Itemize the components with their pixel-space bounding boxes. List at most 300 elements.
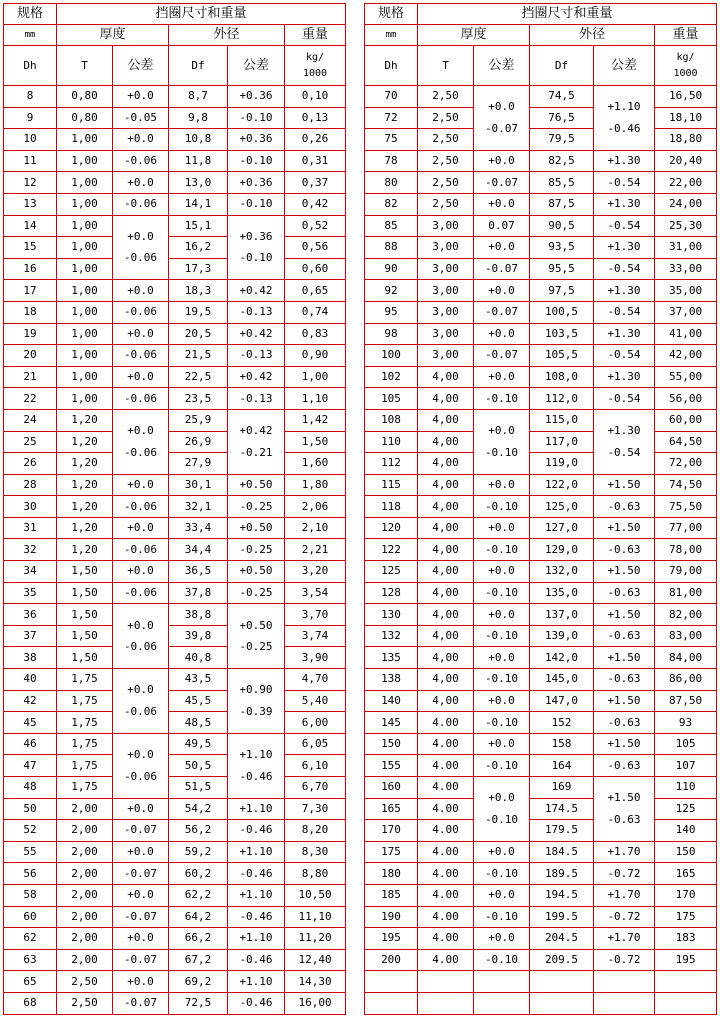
- cell-df: 56,2: [169, 820, 228, 842]
- cell-thickness-tolerance-line: -0.06: [123, 704, 158, 718]
- table-row: [4, 323, 346, 345]
- cell-thickness: 2,50: [418, 172, 474, 194]
- cell-weight: 55,00: [655, 366, 717, 388]
- table-row: [365, 669, 717, 691]
- cell-thickness-tolerance: [474, 409, 530, 474]
- cell-weight: 87,50: [655, 690, 717, 712]
- cell-dh: 60: [4, 906, 57, 928]
- cell-df: 147,0: [530, 690, 594, 712]
- cell-diameter-tolerance-line: -0.46: [239, 769, 273, 783]
- weight-unit-top: kg/: [676, 51, 695, 63]
- table-row: [365, 712, 717, 734]
- cell-weight: 6,00: [285, 712, 346, 734]
- cell-diameter-tolerance: [228, 409, 285, 474]
- cell-thickness-tolerance: +0.0: [113, 561, 169, 583]
- cell-thickness-tolerance: +0.0: [474, 647, 530, 669]
- cell-thickness-tolerance: -0.10: [474, 582, 530, 604]
- cell-diameter-tolerance: +0.36: [228, 129, 285, 151]
- cell-df: 82,5: [530, 150, 594, 172]
- cell-df: 34,4: [169, 539, 228, 561]
- cell-df: 122,0: [530, 474, 594, 496]
- cell-thickness: 4,00: [418, 388, 474, 410]
- header-thickness: 厚度: [418, 25, 530, 46]
- header-dh: Dh: [365, 46, 418, 86]
- cell-weight: 10,50: [285, 884, 346, 906]
- cell-thickness: 1,00: [57, 215, 113, 237]
- cell-dh: 52: [4, 820, 57, 842]
- cell-thickness: 4.00: [418, 777, 474, 799]
- cell-weight: 1,80: [285, 474, 346, 496]
- table-row: [365, 539, 717, 561]
- cell-thickness-tolerance: [113, 669, 169, 734]
- cell-thickness: 1,00: [57, 388, 113, 410]
- cell-thickness-tolerance: +0.0: [474, 323, 530, 345]
- cell-weight: 37,00: [655, 301, 717, 323]
- cell-df: [530, 992, 594, 1014]
- cell-dh: 75: [365, 129, 418, 151]
- cell-weight: 75,50: [655, 496, 717, 518]
- cell-weight: 0,10: [285, 86, 346, 108]
- cell-weight: 3,90: [285, 647, 346, 669]
- cell-diameter-tolerance-line: +0.42: [239, 424, 273, 438]
- cell-df: 23,5: [169, 388, 228, 410]
- cell-df: 16,2: [169, 237, 228, 259]
- cell-diameter-tolerance: +1.10: [228, 798, 285, 820]
- table-row: [365, 647, 717, 669]
- cell-diameter-tolerance: +0.36: [228, 172, 285, 194]
- cell-dh: 85: [365, 215, 418, 237]
- cell-thickness: 4.00: [418, 755, 474, 777]
- cell-diameter-tolerance: +0.42: [228, 280, 285, 302]
- cell-diameter-tolerance: +0.50: [228, 561, 285, 583]
- cell-thickness-tolerance-line: -0.06: [123, 251, 158, 265]
- cell-df: 97,5: [530, 280, 594, 302]
- cell-weight: 0,13: [285, 107, 346, 129]
- cell-diameter-tolerance: +0.50: [228, 517, 285, 539]
- cell-diameter-tolerance: -0.63: [594, 712, 655, 734]
- cell-thickness: 1,20: [57, 539, 113, 561]
- cell-dh: 30: [4, 496, 57, 518]
- cell-weight: 140: [655, 820, 717, 842]
- cell-weight: 11,10: [285, 906, 346, 928]
- cell-dh: 82: [365, 193, 418, 215]
- cell-dh: 24: [4, 409, 57, 431]
- cell-dh: 47: [4, 755, 57, 777]
- cell-thickness: 1,00: [57, 150, 113, 172]
- cell-thickness-tolerance: +0.0: [474, 150, 530, 172]
- table-row: [4, 669, 346, 691]
- header-weight: 重量: [285, 25, 346, 46]
- cell-dh: 10: [4, 129, 57, 151]
- cell-weight: 79,00: [655, 561, 717, 583]
- cell-diameter-tolerance: -0.63: [594, 496, 655, 518]
- cell-weight: 8,30: [285, 841, 346, 863]
- cell-thickness-tolerance-line: +0.0: [127, 748, 154, 762]
- cell-thickness: 4.00: [418, 928, 474, 950]
- cell-diameter-tolerance: +1.10: [228, 841, 285, 863]
- cell-thickness-tolerance: -0.07: [113, 820, 169, 842]
- table-row: [4, 647, 346, 669]
- cell-dh: 38: [4, 647, 57, 669]
- cell-df: 25,9: [169, 409, 228, 431]
- cell-thickness-tolerance: -0.10: [474, 755, 530, 777]
- cell-df: 21,5: [169, 345, 228, 367]
- cell-thickness-tolerance-line: -0.06: [123, 640, 158, 654]
- cell-diameter-tolerance: -0.13: [228, 301, 285, 323]
- table-row: [365, 992, 717, 1014]
- cell-thickness-tolerance-line: +0.0: [127, 683, 154, 697]
- cell-diameter-tolerance: +1.50: [594, 733, 655, 755]
- cell-weight: 42,00: [655, 345, 717, 367]
- cell-weight: 6,10: [285, 755, 346, 777]
- cell-thickness: 1,20: [57, 453, 113, 475]
- cell-df: 76,5: [530, 107, 594, 129]
- cell-weight: 16,50: [655, 86, 717, 108]
- cell-df: 27,9: [169, 453, 228, 475]
- table-row: [365, 215, 717, 237]
- table-row: [4, 431, 346, 453]
- cell-weight: 175: [655, 906, 717, 928]
- cell-df: 95,5: [530, 258, 594, 280]
- cell-dh: 40: [4, 669, 57, 691]
- cell-df: 93,5: [530, 237, 594, 259]
- cell-weight: 3,54: [285, 582, 346, 604]
- cell-thickness-tolerance: -0.05: [113, 107, 169, 129]
- cell-diameter-tolerance-line: +1.10: [239, 748, 273, 762]
- table-row: [365, 431, 717, 453]
- cell-df: 22,5: [169, 366, 228, 388]
- cell-diameter-tolerance-line: +0.36: [239, 229, 273, 243]
- cell-diameter-tolerance: [228, 604, 285, 669]
- cell-dh: 9: [4, 107, 57, 129]
- table-row: [4, 733, 346, 755]
- cell-thickness-tolerance: [474, 777, 530, 842]
- cell-thickness-tolerance: -0.06: [113, 345, 169, 367]
- cell-dh: 132: [365, 625, 418, 647]
- table-row: [4, 539, 346, 561]
- cell-thickness-tolerance: -0.10: [474, 712, 530, 734]
- cell-diameter-tolerance-line: +0.50: [239, 618, 273, 632]
- cell-dh: 108: [365, 409, 418, 431]
- cell-thickness-tolerance: -0.07: [474, 172, 530, 194]
- cell-diameter-tolerance: +1.50: [594, 561, 655, 583]
- table-row: [4, 928, 346, 950]
- cell-weight: 84,00: [655, 647, 717, 669]
- cell-dh: 15: [4, 237, 57, 259]
- cell-thickness-tolerance: -0.10: [474, 669, 530, 691]
- cell-df: 20,5: [169, 323, 228, 345]
- cell-diameter-tolerance: [594, 971, 655, 993]
- cell-diameter-tolerance-line: -0.54: [607, 445, 641, 459]
- header-outer-diameter: 外径: [169, 25, 285, 46]
- cell-thickness: 1,75: [57, 733, 113, 755]
- table-row: [365, 474, 717, 496]
- cell-weight: 60,00: [655, 409, 717, 431]
- table-row: [365, 841, 717, 863]
- table-row: [4, 366, 346, 388]
- cell-dh: 98: [365, 323, 418, 345]
- table-row: [365, 366, 717, 388]
- cell-thickness: 4.00: [418, 949, 474, 971]
- cell-thickness: 4,00: [418, 625, 474, 647]
- cell-thickness-tolerance: +0.0: [113, 884, 169, 906]
- cell-diameter-tolerance: -0.10: [228, 107, 285, 129]
- cell-thickness-tolerance: +0.0: [113, 323, 169, 345]
- cell-thickness-tolerance: +0.0: [474, 928, 530, 950]
- cell-df: 204.5: [530, 928, 594, 950]
- cell-thickness-tolerance-line: +0.0: [488, 791, 515, 805]
- cell-thickness-tolerance-line: -0.10: [484, 812, 519, 826]
- table-row: [365, 582, 717, 604]
- cell-thickness-tolerance: [113, 409, 169, 474]
- cell-dh: 155: [365, 755, 418, 777]
- header-weight-unit: [655, 46, 717, 86]
- cell-diameter-tolerance-line: -0.63: [607, 812, 641, 826]
- cell-weight: 3,70: [285, 604, 346, 626]
- table-row: [365, 755, 717, 777]
- cell-dh: 35: [4, 582, 57, 604]
- cell-thickness-tolerance: [474, 992, 530, 1014]
- cell-weight: 150: [655, 841, 717, 863]
- table-row: [4, 561, 346, 583]
- cell-dh: 105: [365, 388, 418, 410]
- cell-weight: 2,10: [285, 517, 346, 539]
- cell-dh: 55: [4, 841, 57, 863]
- table-row: [4, 604, 346, 626]
- table-row: [365, 777, 717, 799]
- cell-df: 119,0: [530, 453, 594, 475]
- cell-thickness-tolerance: -0.07: [474, 258, 530, 280]
- cell-dh: 200: [365, 949, 418, 971]
- cell-weight: 16,00: [285, 992, 346, 1014]
- cell-weight: 0,56: [285, 237, 346, 259]
- cell-diameter-tolerance: -0.46: [228, 820, 285, 842]
- cell-dh: 170: [365, 820, 418, 842]
- cell-diameter-tolerance: -0.10: [228, 150, 285, 172]
- cell-thickness: 1,00: [57, 323, 113, 345]
- cell-weight: 8,80: [285, 863, 346, 885]
- cell-diameter-tolerance: -0.13: [228, 345, 285, 367]
- cell-diameter-tolerance: -0.10: [228, 193, 285, 215]
- cell-thickness: 4,00: [418, 409, 474, 431]
- cell-dh: 14: [4, 215, 57, 237]
- cell-df: 87,5: [530, 193, 594, 215]
- header-weight: 重量: [655, 25, 717, 46]
- cell-dh: 63: [4, 949, 57, 971]
- cell-dh: 135: [365, 647, 418, 669]
- cell-df: 132,0: [530, 561, 594, 583]
- cell-weight: [655, 992, 717, 1014]
- table-row: [365, 949, 717, 971]
- cell-diameter-tolerance: +1.70: [594, 841, 655, 863]
- cell-weight: 1,60: [285, 453, 346, 475]
- cell-thickness-tolerance-line: +0.0: [488, 424, 515, 438]
- table-row: [365, 193, 717, 215]
- table-body: [365, 4, 717, 1015]
- cell-thickness-tolerance: +0.0: [113, 928, 169, 950]
- cell-weight: 82,00: [655, 604, 717, 626]
- cell-dh: 180: [365, 863, 418, 885]
- table-row: [365, 129, 717, 151]
- table-row: [365, 409, 717, 431]
- cell-df: 15,1: [169, 215, 228, 237]
- table-row: [4, 820, 346, 842]
- cell-dh: 165: [365, 798, 418, 820]
- cell-thickness: 4,00: [418, 474, 474, 496]
- cell-thickness: 2,00: [57, 906, 113, 928]
- cell-thickness: 4.00: [418, 884, 474, 906]
- cell-diameter-tolerance: -0.54: [594, 215, 655, 237]
- cell-diameter-tolerance: +1.70: [594, 884, 655, 906]
- cell-thickness-tolerance: +0.0: [474, 517, 530, 539]
- cell-thickness-tolerance: -0.07: [113, 992, 169, 1014]
- cell-df: 39,8: [169, 625, 228, 647]
- cell-dh: 68: [4, 992, 57, 1014]
- cell-thickness-tolerance: -0.10: [474, 863, 530, 885]
- cell-dh: 160: [365, 777, 418, 799]
- cell-dh: 26: [4, 453, 57, 475]
- cell-thickness: 1,00: [57, 366, 113, 388]
- cell-dh: [365, 971, 418, 993]
- cell-weight: 7,30: [285, 798, 346, 820]
- cell-diameter-tolerance: -0.13: [228, 388, 285, 410]
- cell-dh: 150: [365, 733, 418, 755]
- cell-dh: 21: [4, 366, 57, 388]
- cell-weight: 14,30: [285, 971, 346, 993]
- cell-thickness: 4,00: [418, 517, 474, 539]
- cell-thickness-tolerance: +0.0: [474, 366, 530, 388]
- table-row: [4, 129, 346, 151]
- cell-thickness-tolerance: -0.07: [474, 301, 530, 323]
- cell-diameter-tolerance: +1.10: [228, 928, 285, 950]
- header-title: 挡圈尺寸和重量: [57, 4, 346, 25]
- cell-thickness-tolerance: -0.06: [113, 496, 169, 518]
- header-title: 挡圈尺寸和重量: [418, 4, 717, 25]
- cell-weight: 125: [655, 798, 717, 820]
- cell-weight: 105: [655, 733, 717, 755]
- table-row: [4, 949, 346, 971]
- header-unit: mm: [365, 25, 418, 46]
- cell-diameter-tolerance: -0.25: [228, 539, 285, 561]
- cell-thickness: 2,00: [57, 949, 113, 971]
- cell-thickness-tolerance: +0.0: [113, 971, 169, 993]
- header-df: Df: [530, 46, 594, 86]
- cell-df: 54,2: [169, 798, 228, 820]
- cell-thickness-tolerance: [474, 971, 530, 993]
- cell-thickness: 1,20: [57, 474, 113, 496]
- table-row: [365, 107, 717, 129]
- cell-df: 179.5: [530, 820, 594, 842]
- table-row: [365, 971, 717, 993]
- cell-dh: 78: [365, 150, 418, 172]
- cell-dh: 17: [4, 280, 57, 302]
- cell-thickness: 1,00: [57, 280, 113, 302]
- cell-dh: 128: [365, 582, 418, 604]
- table-row: [4, 517, 346, 539]
- cell-dh: 175: [365, 841, 418, 863]
- cell-diameter-tolerance: +0.50: [228, 474, 285, 496]
- cell-thickness-tolerance: -0.06: [113, 388, 169, 410]
- cell-thickness: 2,00: [57, 884, 113, 906]
- cell-diameter-tolerance: -0.46: [228, 906, 285, 928]
- cell-df: 38,8: [169, 604, 228, 626]
- cell-diameter-tolerance: +1.30: [594, 280, 655, 302]
- size-weight-table-left: [3, 3, 346, 1015]
- cell-weight: 20,40: [655, 150, 717, 172]
- cell-dh: 92: [365, 280, 418, 302]
- cell-dh: 16: [4, 258, 57, 280]
- table-row: [4, 388, 346, 410]
- cell-thickness: 2,50: [418, 150, 474, 172]
- table-row: [365, 496, 717, 518]
- cell-weight: 56,00: [655, 388, 717, 410]
- cell-thickness-tolerance: +0.0: [113, 841, 169, 863]
- cell-thickness-tolerance-line: +0.0: [488, 100, 515, 114]
- cell-diameter-tolerance: +0.42: [228, 366, 285, 388]
- table-row: [4, 453, 346, 475]
- cell-df: 137,0: [530, 604, 594, 626]
- cell-thickness: 2,00: [57, 928, 113, 950]
- cell-dh: 95: [365, 301, 418, 323]
- cell-dh: 122: [365, 539, 418, 561]
- cell-thickness-tolerance: +0.0: [474, 884, 530, 906]
- cell-dh: 11: [4, 150, 57, 172]
- header-thickness: 厚度: [57, 25, 169, 46]
- cell-thickness: 3,00: [418, 323, 474, 345]
- cell-weight: 165: [655, 863, 717, 885]
- cell-diameter-tolerance: -0.54: [594, 301, 655, 323]
- cell-dh: 46: [4, 733, 57, 755]
- cell-thickness-tolerance: 0.07: [474, 215, 530, 237]
- cell-thickness: 4,00: [418, 366, 474, 388]
- cell-diameter-tolerance: -0.54: [594, 388, 655, 410]
- cell-thickness: 2,00: [57, 863, 113, 885]
- cell-diameter-tolerance: +0.36: [228, 86, 285, 108]
- table-row: [4, 150, 346, 172]
- cell-thickness: 2,50: [57, 992, 113, 1014]
- cell-thickness: 4.00: [418, 798, 474, 820]
- cell-dh: 138: [365, 669, 418, 691]
- cell-thickness: 3,00: [418, 301, 474, 323]
- cell-weight: 12,40: [285, 949, 346, 971]
- cell-thickness: 1,75: [57, 669, 113, 691]
- cell-thickness-tolerance-line: -0.06: [123, 769, 158, 783]
- cell-weight: 1,42: [285, 409, 346, 431]
- header-dh: Dh: [4, 46, 57, 86]
- cell-dh: 110: [365, 431, 418, 453]
- cell-df: 60,2: [169, 863, 228, 885]
- cell-thickness: 3,00: [418, 258, 474, 280]
- cell-dh: 120: [365, 517, 418, 539]
- cell-df: 115,0: [530, 409, 594, 431]
- table-row: [4, 690, 346, 712]
- cell-df: 17,3: [169, 258, 228, 280]
- cell-dh: 100: [365, 345, 418, 367]
- cell-weight: 0,42: [285, 193, 346, 215]
- cell-thickness-tolerance: +0.0: [113, 86, 169, 108]
- cell-thickness: 1,50: [57, 647, 113, 669]
- table-row: [4, 884, 346, 906]
- cell-diameter-tolerance: +1.30: [594, 237, 655, 259]
- cell-weight: 83,00: [655, 625, 717, 647]
- cell-diameter-tolerance: -0.63: [594, 582, 655, 604]
- cell-thickness-tolerance: -0.06: [113, 539, 169, 561]
- cell-weight: 93: [655, 712, 717, 734]
- cell-df: 125,0: [530, 496, 594, 518]
- table-row: [365, 323, 717, 345]
- cell-thickness: 1,20: [57, 409, 113, 431]
- cell-df: 19,5: [169, 301, 228, 323]
